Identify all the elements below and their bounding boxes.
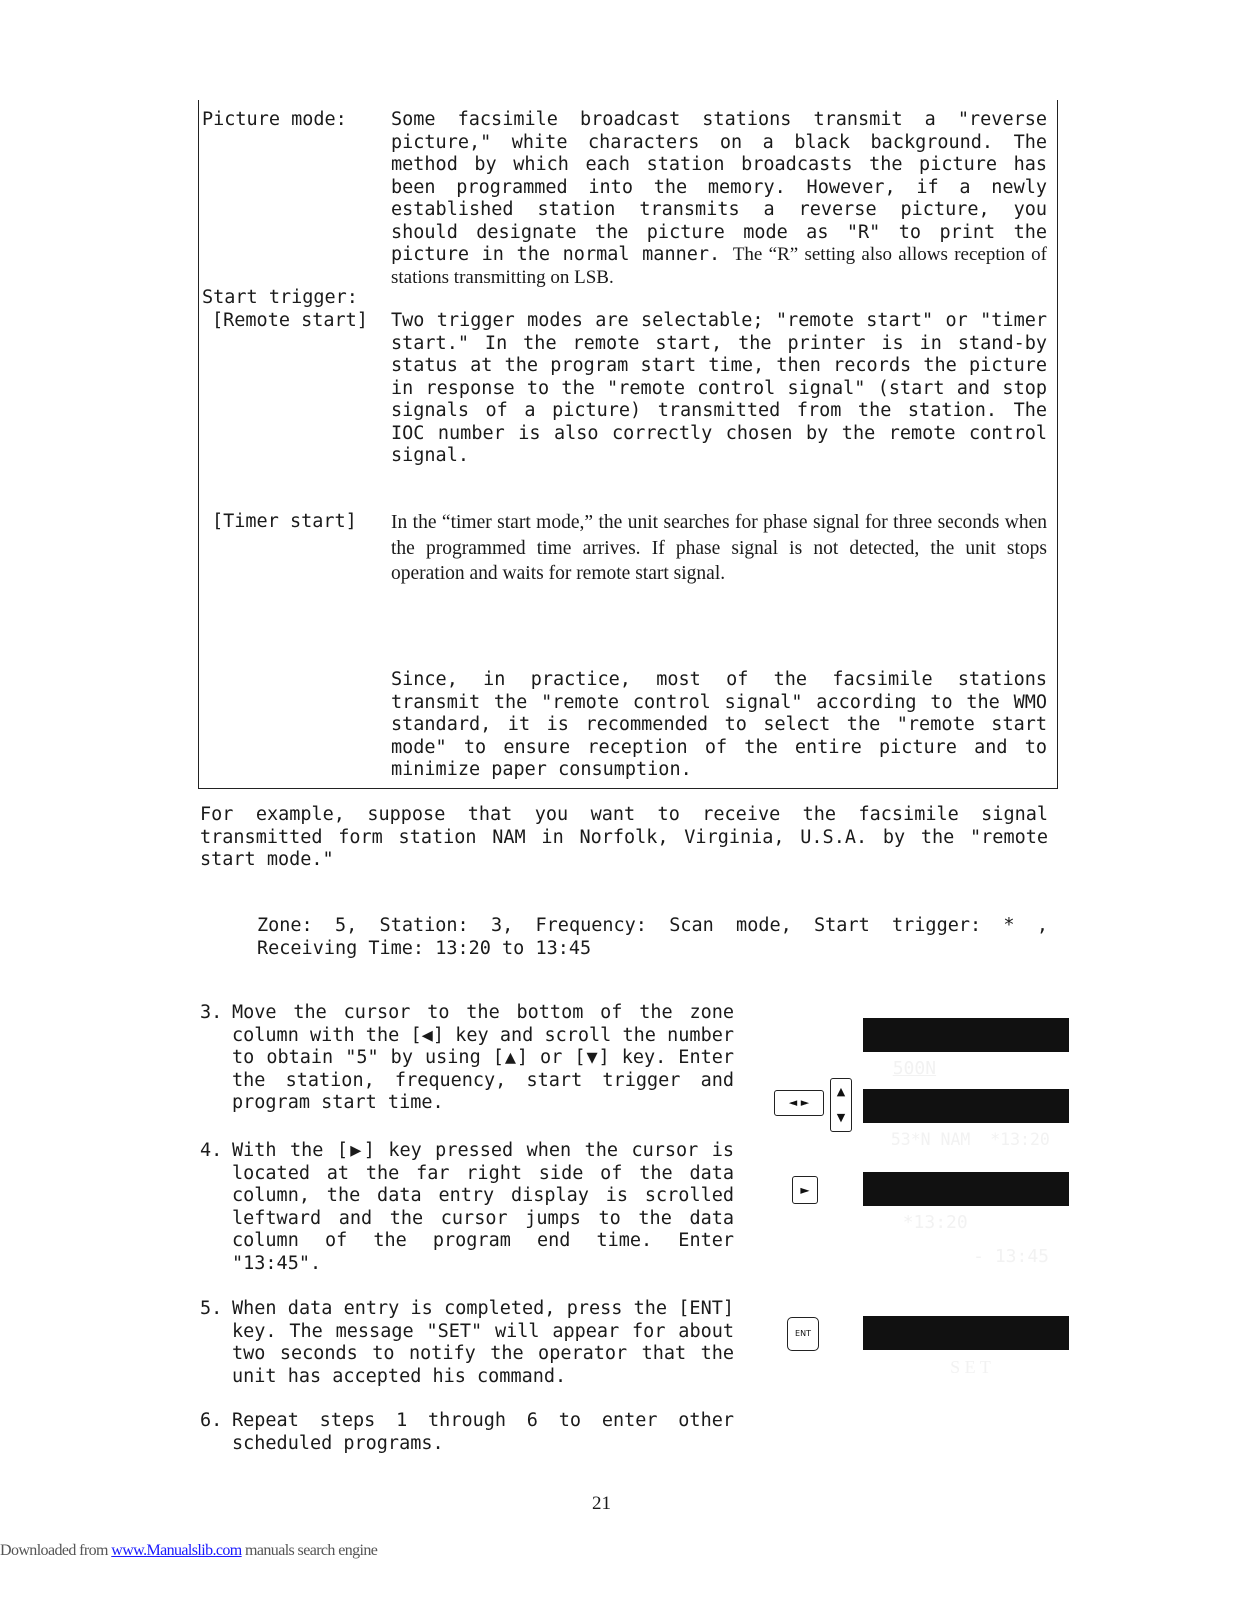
timer-start-term: [Timer start] [212, 511, 357, 532]
display-start-time: *13:20 [902, 1212, 968, 1233]
up-down-keys[interactable] [830, 1078, 852, 1132]
example-settings-line: Zone: 5, Station: 3, Frequency: Scan mode, Start trigger: * , [257, 915, 1048, 936]
picture-mode-term: Picture mode: [202, 109, 347, 130]
step-text: Move the cursor to the bottom of the zone column with the [◀] key and scroll the number to obtain "5" by using [▲] or [▼] key. Enter the station, frequency, start trigger and program start time. [232, 1002, 734, 1113]
remote-start-description: Two trigger modes are selectable; "remote start" or "timer start." In the remote start, the printer is in stand-by status at the program start time, then records the picture in response to the "remote control signal" (start and stop signals of a picture) transmitted from the station. The IOC number is also correctly chosen by the remote control signal. [391, 310, 1047, 466]
display-zone-value: 500N [892, 1058, 937, 1079]
step-text: With the [▶] key pressed when the cursor is located at the far right side of the data column, the data entry display is scrolled leftward and the cursor jumps to the data column of the program end time. Enter "13:45". [232, 1140, 734, 1274]
step-number: 5. [200, 1298, 223, 1319]
display-panel-zone [863, 1018, 1069, 1079]
display-panel-station [863, 1089, 1069, 1149]
ent-key[interactable]: ENT [787, 1317, 819, 1351]
remote-start-recommendation: Since, in practice, most of the facsimile stations transmit the "remote control signal" according to the WMO standard, it is recommended to select the "remote start mode" to ensure reception of the entire picture and to minimize paper consumption. [391, 669, 1047, 780]
display-set-message: S E T [950, 1357, 991, 1377]
timer-start-description: In the “timer start mode,” the unit searches for phase signal for three seconds when the programmed time arrives. If phase signal is not detected, the unit stops operation and waits for remote start signal. [391, 512, 1047, 584]
step-number: 6. [200, 1410, 223, 1431]
download-footer [0, 1542, 377, 1560]
example-receiving-time: Receiving Time: 13:20 to 13:45 [257, 938, 592, 959]
left-right-keys[interactable]: ◄ ► [774, 1090, 824, 1116]
remote-start-term: [Remote start] [212, 310, 368, 331]
picture-mode-lsb-note: The “R” setting also allows reception of stations transmitting on LSB. [391, 244, 1047, 288]
start-trigger-term: Start trigger: [202, 287, 358, 308]
footer-prefix: Downloaded from [0, 1542, 112, 1559]
footer-suffix: manuals search engine [241, 1542, 378, 1559]
example-intro: For example, suppose that you want to receive the facsimile signal transmitted form station NAM in Norfolk, Virginia, U.S.A. by the "remote start mode." [200, 804, 1048, 870]
page-number: 21 [592, 1493, 611, 1514]
step-text: When data entry is completed, press the [ENT] key. The message "SET" will appear for about two seconds to notify the operator that the unit has accepted his command. [232, 1298, 734, 1387]
display-end-time: - 13:45 [973, 1246, 1049, 1267]
display-panel-set [863, 1316, 1069, 1377]
right-key[interactable]: ► [792, 1176, 818, 1204]
step-number: 4. [200, 1140, 223, 1161]
manualslib-link[interactable]: www.Manualslib.com [111, 1542, 242, 1559]
step-number: 3. [200, 1002, 223, 1023]
display-panel-end-time [863, 1172, 1069, 1267]
display-station-value: 53*N NAM *13:20 [890, 1130, 1050, 1149]
up-arrow-icon: ▲ [836, 1085, 846, 1098]
picture-mode-description [391, 109, 1047, 289]
down-arrow-icon: ▼ [836, 1111, 846, 1124]
picture-mode-text: Some facsimile broadcast stations transmit a "reverse picture," white characters on a black background. The method by which each station broadcasts the picture has been programmed into the memory. However, if a newly established station transmits a reverse picture, you should designate the picture mode as "R" to print the picture in the normal manner. [391, 109, 1047, 265]
step-text: Repeat steps 1 through 6 to enter other scheduled programs. [232, 1410, 734, 1454]
